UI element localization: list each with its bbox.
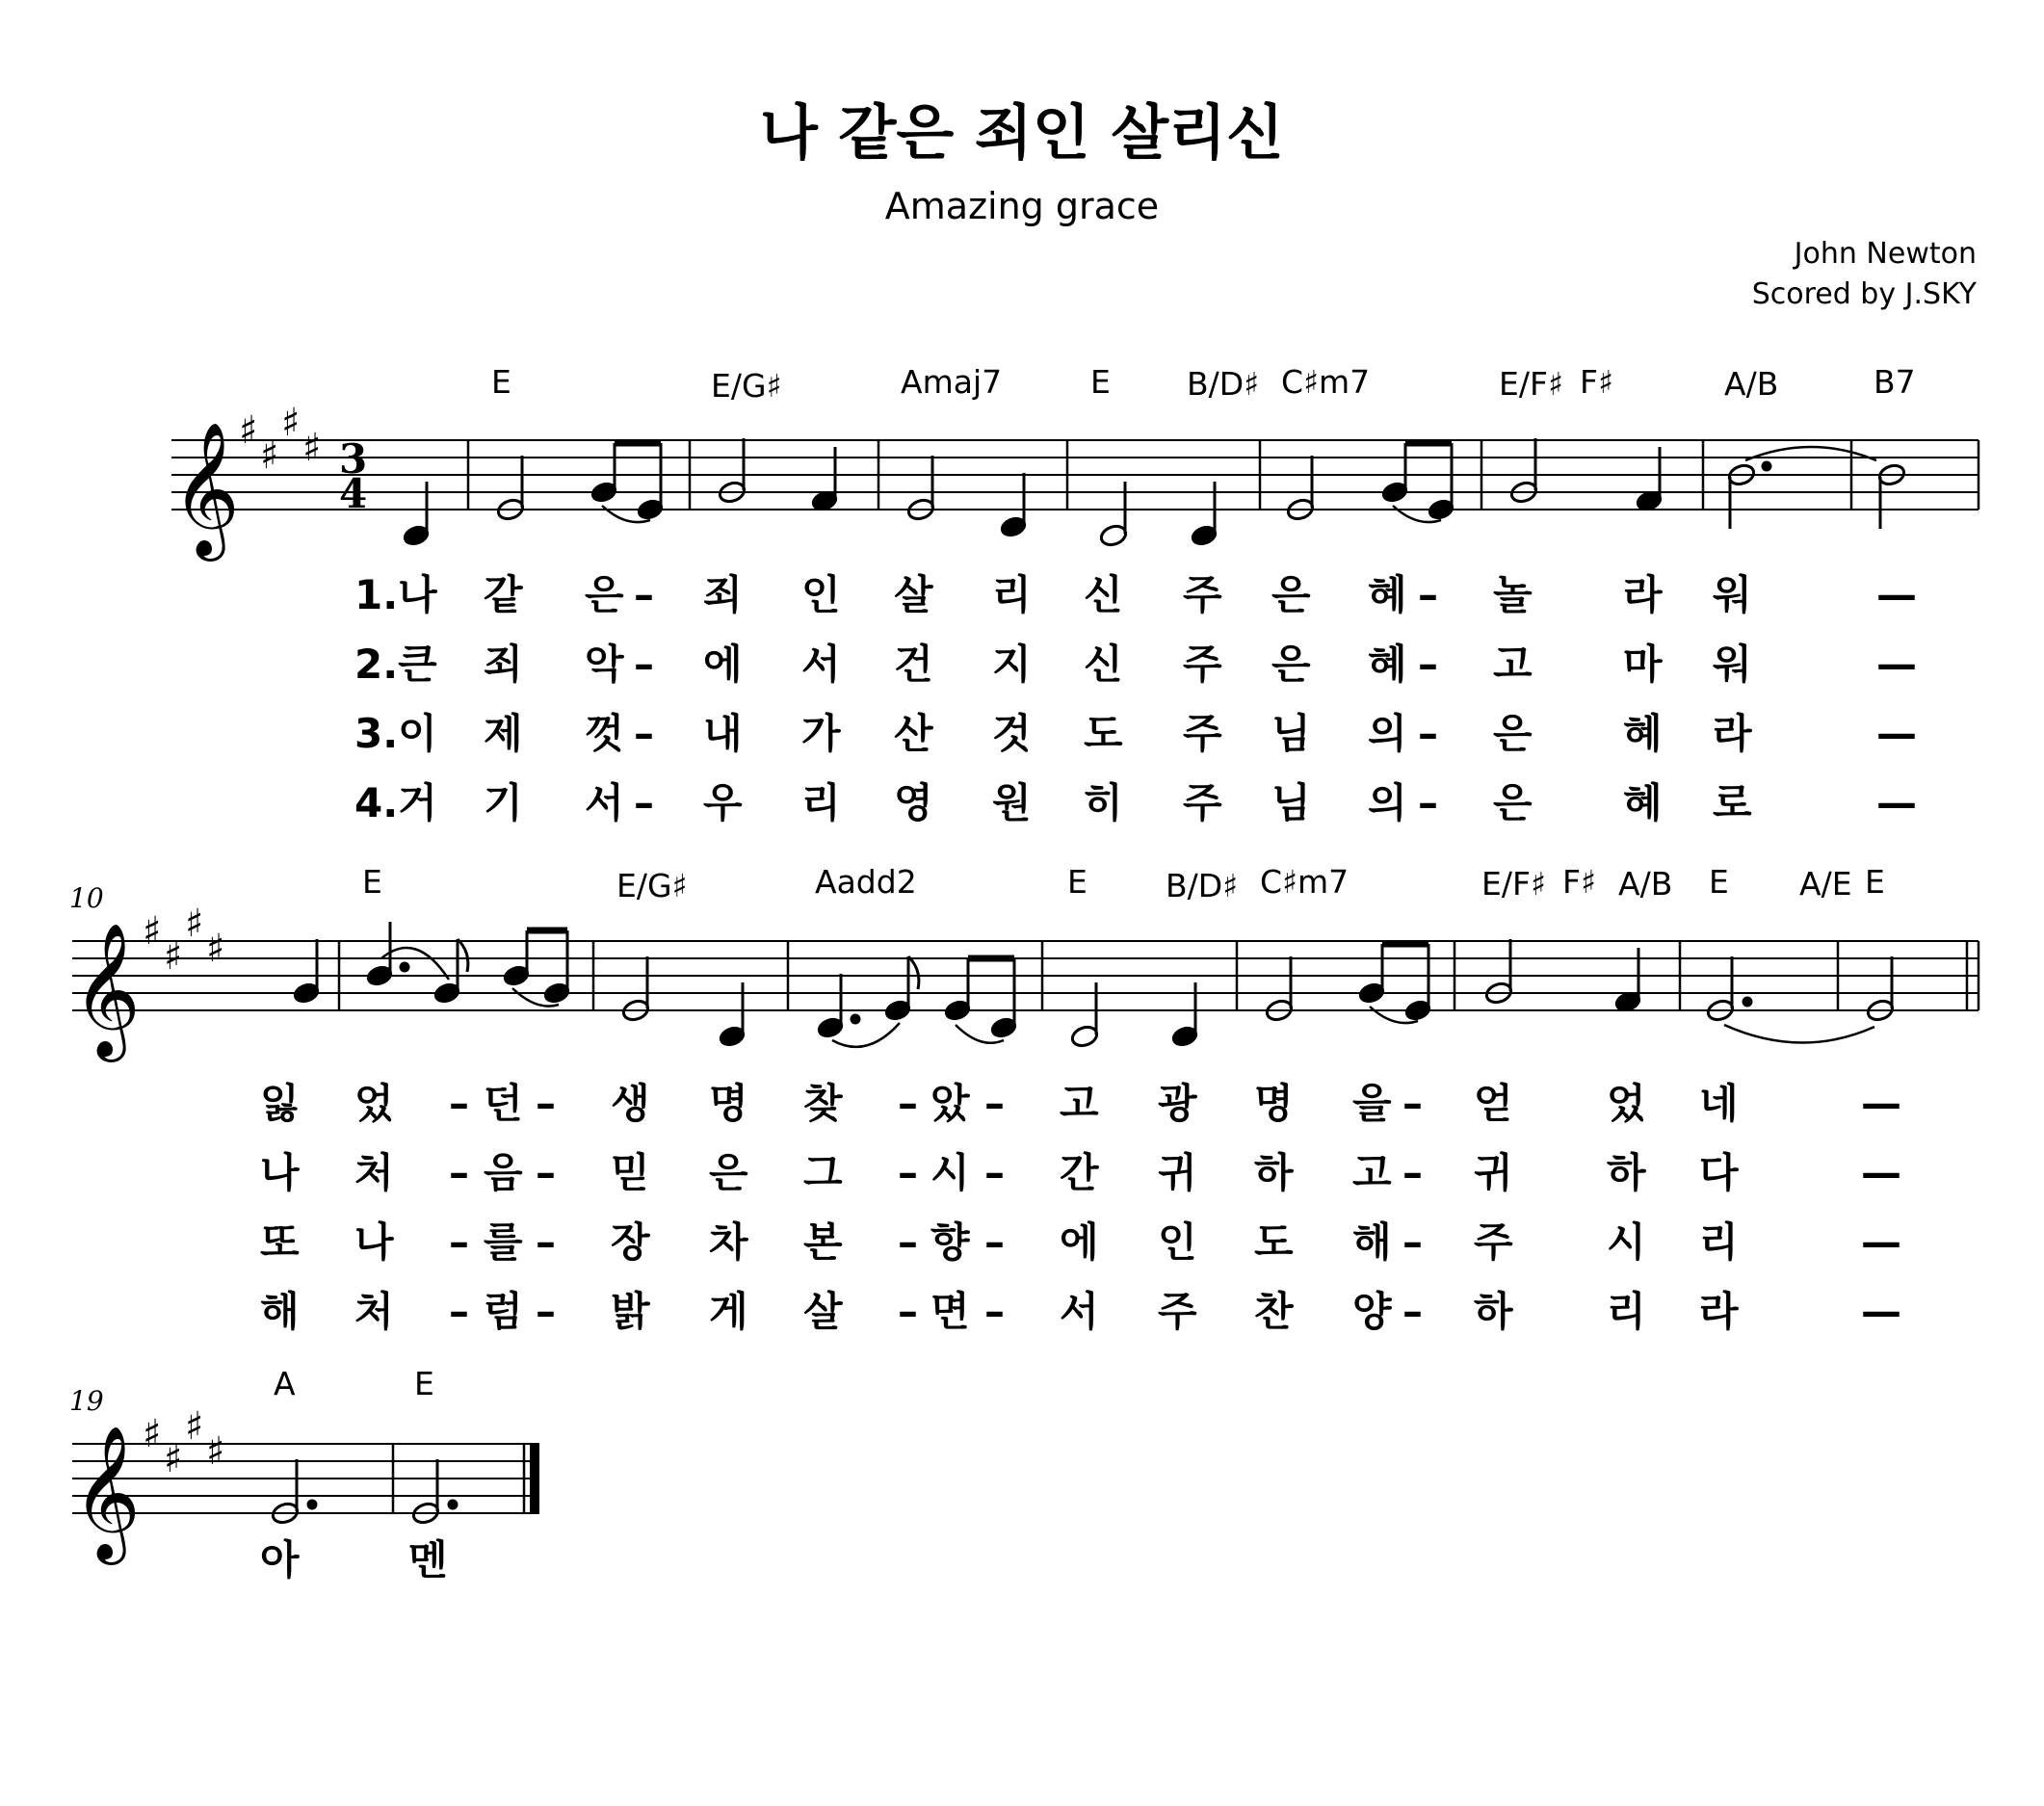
lyric-syllable: – (634, 710, 654, 757)
lyric-syllable: 리 (1607, 1288, 1646, 1335)
chord-symbol: B7 (1874, 363, 1916, 401)
lyric-syllable: — (1876, 779, 1917, 826)
lyric-syllable: 간 (1060, 1149, 1099, 1196)
lyric-syllable: – (536, 1149, 556, 1196)
chord-symbols-system-3 (274, 1365, 434, 1402)
chord-symbol: E (362, 863, 382, 901)
lyric-syllable: 고 (1352, 1149, 1392, 1196)
lyric-syllable: 음 (484, 1149, 523, 1196)
lyric-syllable: 그 (803, 1149, 843, 1196)
lyric-syllable: 주 (1183, 779, 1222, 826)
chord-symbols-system-1 (491, 363, 1916, 405)
lyric-syllable: — (1876, 571, 1917, 618)
lyric-syllable: 워 (1713, 571, 1752, 618)
svg-text:♯: ♯ (164, 1437, 183, 1481)
chord-symbol: E/G♯ (711, 367, 782, 405)
lyric-syllable: – (634, 779, 654, 826)
lyric-syllable: 멘 (408, 1536, 448, 1584)
lyric-syllable: — (1861, 1149, 1901, 1196)
lyric-syllable: – (1402, 1218, 1423, 1266)
lyric-syllable: – (898, 1218, 918, 1266)
lyric-syllable: 껏 (585, 710, 624, 757)
lyric-syllable: 살 (803, 1288, 843, 1335)
chord-symbol: E/F♯ (1499, 365, 1563, 403)
chord-symbol: E (1709, 863, 1729, 901)
chord-symbol: B/D♯ (1166, 867, 1239, 904)
svg-text:♯: ♯ (143, 1412, 162, 1456)
lyric-syllable: 건 (894, 641, 933, 688)
lyric-syllable: 주 (1183, 710, 1222, 757)
lyric-syllable: 인 (801, 571, 841, 618)
lyric-syllable: 제 (484, 710, 523, 757)
lyric-syllable: 나 (260, 1149, 300, 1196)
svg-text:♯: ♯ (302, 426, 322, 470)
lyric-syllable: 로 (1713, 779, 1752, 826)
lyric-syllable: 었 (354, 1080, 394, 1127)
lyric-syllable: 마 (1623, 641, 1663, 688)
lyric-syllable: 산 (894, 710, 933, 757)
lyric-verse-4 (354, 779, 1917, 826)
lyric-syllable: – (984, 1149, 1005, 1196)
lyric-syllable: 았 (930, 1080, 970, 1127)
svg-text:♯: ♯ (143, 909, 162, 954)
chord-symbol: Amaj7 (901, 363, 1003, 401)
lyric-syllable: 해 (1352, 1218, 1392, 1266)
lyric-syllable: 영 (894, 779, 933, 826)
svg-text:♯: ♯ (164, 934, 183, 979)
chord-symbol: E/G♯ (616, 867, 688, 904)
lyric-syllable: – (449, 1080, 469, 1127)
lyric-syllable: 럼 (484, 1288, 523, 1335)
time-signature-bottom: 4 (339, 470, 368, 517)
chord-symbol: E (1090, 363, 1111, 401)
lyric-syllable: – (1402, 1080, 1423, 1127)
lyric-syllable: – (449, 1218, 469, 1266)
lyric-syllable: 장 (611, 1218, 650, 1266)
chord-symbol: E (414, 1365, 434, 1402)
lyric-syllable: 도 (1254, 1218, 1294, 1266)
lyric-syllable: 명 (1254, 1080, 1294, 1127)
page-subtitle: Amazing grace (884, 185, 1160, 227)
lyric-syllable: 잃 (260, 1080, 300, 1127)
lyric-verse-1 (260, 1080, 1901, 1127)
lyrics-system-2 (260, 1080, 1901, 1335)
lyric-syllable: 살 (894, 571, 933, 618)
lyric-syllable: 혜 (1623, 779, 1663, 826)
lyric-syllable: 서 (585, 779, 624, 826)
lyric-syllable: 라 (1623, 571, 1663, 618)
lyric-syllable: — (1861, 1288, 1901, 1335)
lyric-syllable: 시 (930, 1149, 970, 1196)
lyric-syllable: 또 (260, 1218, 300, 1266)
lyric-syllable: 우 (703, 779, 743, 826)
lyric-syllable: – (536, 1218, 556, 1266)
lyric-syllable: 처 (354, 1149, 394, 1196)
lyric-syllable: – (1418, 641, 1438, 688)
chord-symbol: A (274, 1365, 296, 1402)
lyric-syllable: 하 (1474, 1288, 1513, 1335)
lyric-syllable: 면 (930, 1288, 970, 1335)
lyric-syllable: 주 (1158, 1288, 1197, 1335)
treble-clef-icon: 𝄞 (72, 1426, 141, 1559)
lyric-syllable: 죄 (703, 571, 743, 618)
final-barline (530, 1444, 539, 1513)
lyric-syllable: 은 (1271, 571, 1311, 618)
lyric-syllable: 주 (1183, 641, 1222, 688)
svg-text:♯: ♯ (260, 433, 279, 478)
lyric-syllable: 게 (709, 1288, 748, 1335)
lyrics-system-3 (260, 1536, 448, 1584)
lyric-syllable: 내 (703, 710, 743, 757)
lyric-syllable: 은 (709, 1149, 748, 1196)
lyric-syllable: 주 (1183, 571, 1222, 618)
lyric-syllable: 지 (992, 641, 1032, 688)
treble-clef-icon: 𝄞 (171, 422, 240, 556)
lyric-syllable: – (449, 1288, 469, 1335)
lyric-syllable: – (449, 1149, 469, 1196)
lyric-syllable: 처 (354, 1288, 394, 1335)
chord-symbol: E (1865, 863, 1885, 901)
lyric-syllable: – (984, 1288, 1005, 1335)
lyric-syllable: 원 (992, 779, 1032, 826)
lyric-syllable: — (1876, 641, 1917, 688)
lyric-syllable: – (536, 1288, 556, 1335)
lyric-syllable: 2.큰 (354, 641, 437, 688)
lyric-syllable: – (536, 1080, 556, 1127)
lyric-syllable: 1.나 (354, 571, 437, 618)
lyric-syllable: 향 (930, 1218, 970, 1266)
lyric-syllable: 워 (1713, 641, 1752, 688)
lyric-syllable: 에 (1060, 1218, 1099, 1266)
composer-credit: John Newton (1794, 237, 1977, 271)
lyric-syllable: 의 (1368, 779, 1407, 826)
lyric-verse-2 (260, 1149, 1901, 1196)
lyric-syllable: 고 (1060, 1080, 1099, 1127)
lyric-syllable: 님 (1271, 779, 1311, 826)
lyric-syllable: 같 (484, 571, 523, 618)
lyric-syllable: 은 (1493, 710, 1533, 757)
lyric-syllable: 생 (611, 1080, 650, 1127)
chord-symbols-system-2 (362, 863, 1885, 904)
lyric-syllable: 양 (1352, 1288, 1392, 1335)
lyric-syllable: 도 (1084, 710, 1123, 757)
lyric-syllable: — (1861, 1218, 1901, 1266)
lyric-syllable: 라 (1699, 1288, 1739, 1335)
lyric-syllable: 은 (1493, 779, 1533, 826)
chord-symbol: Aadd2 (815, 863, 917, 901)
lyric-syllable: 가 (801, 710, 841, 757)
lyric-syllable: 혜 (1623, 710, 1663, 757)
lyric-syllable: 님 (1271, 710, 1311, 757)
lyric-syllable: 광 (1158, 1080, 1197, 1127)
lyric-verse-4 (260, 1288, 1901, 1335)
lyric-syllable: 신 (1084, 571, 1123, 618)
lyric-syllable: 3.이 (354, 710, 437, 757)
lyric-syllable: 죄 (484, 641, 523, 688)
chord-symbol: E/F♯ (1481, 865, 1546, 903)
lyric-syllable: – (898, 1149, 918, 1196)
lyric-syllable: 를 (484, 1218, 523, 1266)
lyric-syllable: – (1402, 1288, 1423, 1335)
arranger-credit: Scored by J.SKY (1751, 277, 1977, 311)
lyric-syllable: 귀 (1158, 1149, 1197, 1196)
measure-number: 19 (69, 1385, 104, 1417)
lyric-syllable: – (898, 1080, 918, 1127)
lyric-syllable: 차 (709, 1218, 748, 1266)
lyric-syllable: 에 (703, 641, 743, 688)
lyric-syllable: 리 (1699, 1218, 1739, 1266)
lyric-syllable: 것 (992, 710, 1032, 757)
lyric-syllable: 던 (484, 1080, 523, 1127)
chord-symbol: C♯m7 (1260, 863, 1350, 901)
lyric-syllable: 신 (1084, 641, 1123, 688)
lyric-syllable: — (1876, 710, 1917, 757)
measure-number: 10 (69, 882, 104, 914)
lyric-syllable: 의 (1368, 710, 1407, 757)
lyric-syllable: 찾 (803, 1080, 843, 1127)
lyric-syllable: – (898, 1288, 918, 1335)
time-signature-top: 3 (339, 435, 368, 483)
lyric-syllable: – (984, 1080, 1005, 1127)
chord-symbol: B/D♯ (1187, 365, 1260, 403)
lyric-verse-1 (354, 571, 1917, 618)
lyric-syllable: – (1418, 779, 1438, 826)
notes-system-3 (271, 1459, 457, 1526)
lyric-syllable: 밝 (611, 1288, 650, 1335)
lyric-verse-3 (354, 710, 1917, 757)
lyric-syllable: – (984, 1218, 1005, 1266)
lyric-syllable: – (1418, 571, 1438, 618)
lyric-syllable: – (634, 571, 654, 618)
lyric-syllable: 주 (1474, 1218, 1513, 1266)
lyric-syllable: 귀 (1474, 1149, 1513, 1196)
lyric-syllable: 서 (1060, 1288, 1099, 1335)
svg-text:♯: ♯ (239, 408, 258, 453)
lyric-syllable: 서 (801, 641, 841, 688)
lyric-syllable: 혜 (1368, 571, 1407, 618)
chord-symbol: A/E (1799, 865, 1852, 903)
lyric-syllable: 시 (1607, 1218, 1646, 1266)
lyric-syllable: 인 (1158, 1218, 1197, 1266)
lyric-syllable: 리 (992, 571, 1032, 618)
lyric-syllable: 믿 (611, 1149, 650, 1196)
lyric-syllable: 라 (1713, 710, 1752, 757)
lyric-syllable: 놀 (1493, 571, 1533, 618)
lyrics-system-1 (354, 571, 1917, 826)
svg-text:♯: ♯ (185, 902, 204, 946)
lyric-syllable: 은 (585, 571, 624, 618)
staff-system-1 (171, 401, 1978, 562)
lyric-syllable: 고 (1493, 641, 1533, 688)
chord-symbol: A/B (1724, 365, 1779, 403)
lyric-syllable: 악 (585, 641, 624, 688)
lyric-verse-2 (354, 641, 1917, 688)
lyric-syllable: 다 (1699, 1149, 1739, 1196)
lyric-syllable: 찬 (1254, 1288, 1294, 1335)
lyric-syllable: 기 (484, 779, 523, 826)
svg-text:♯: ♯ (206, 1429, 225, 1474)
lyric-syllable: – (634, 641, 654, 688)
treble-clef-icon: 𝄞 (72, 923, 141, 1057)
lyric-syllable: 하 (1607, 1149, 1646, 1196)
chord-symbol: F♯ (1562, 863, 1596, 901)
chord-symbol: F♯ (1580, 363, 1613, 401)
chord-symbol: A/B (1618, 865, 1673, 903)
staff-system-3 (72, 1404, 539, 1565)
lyric-syllable: 었 (1607, 1080, 1646, 1127)
lyric-syllable: 을 (1352, 1080, 1392, 1127)
lyric-syllable: 하 (1254, 1149, 1294, 1196)
lyric-syllable: – (1418, 710, 1438, 757)
lyric-syllable: 나 (354, 1218, 394, 1266)
lyric-verse-3 (260, 1218, 1901, 1266)
svg-text:♯: ♯ (281, 401, 301, 445)
lyric-syllable: 얻 (1474, 1080, 1513, 1127)
chord-symbol: E (1067, 863, 1088, 901)
lyric-syllable: – (1402, 1149, 1423, 1196)
lyric-syllable: 리 (801, 779, 841, 826)
lyric-syllable: 본 (803, 1218, 843, 1266)
lyric-syllable: 은 (1271, 641, 1311, 688)
lyric-syllable: 해 (260, 1288, 300, 1335)
lyric-syllable: 아 (260, 1536, 300, 1584)
staff-system-2 (72, 902, 1978, 1062)
page-title: 나 같은 죄인 살리신 (760, 97, 1284, 168)
chord-symbol: E (491, 363, 511, 401)
svg-text:♯: ♯ (206, 927, 225, 971)
lyric-syllable: 명 (709, 1080, 748, 1127)
lyric-syllable: 혜 (1368, 641, 1407, 688)
lyric-syllable: 4.거 (354, 779, 437, 826)
lyric-syllable: — (1861, 1080, 1901, 1127)
lyric-syllable: 히 (1084, 779, 1123, 826)
chord-symbol: C♯m7 (1281, 363, 1371, 401)
svg-text:♯: ♯ (185, 1404, 204, 1449)
lyric-syllable: 네 (1699, 1080, 1739, 1127)
